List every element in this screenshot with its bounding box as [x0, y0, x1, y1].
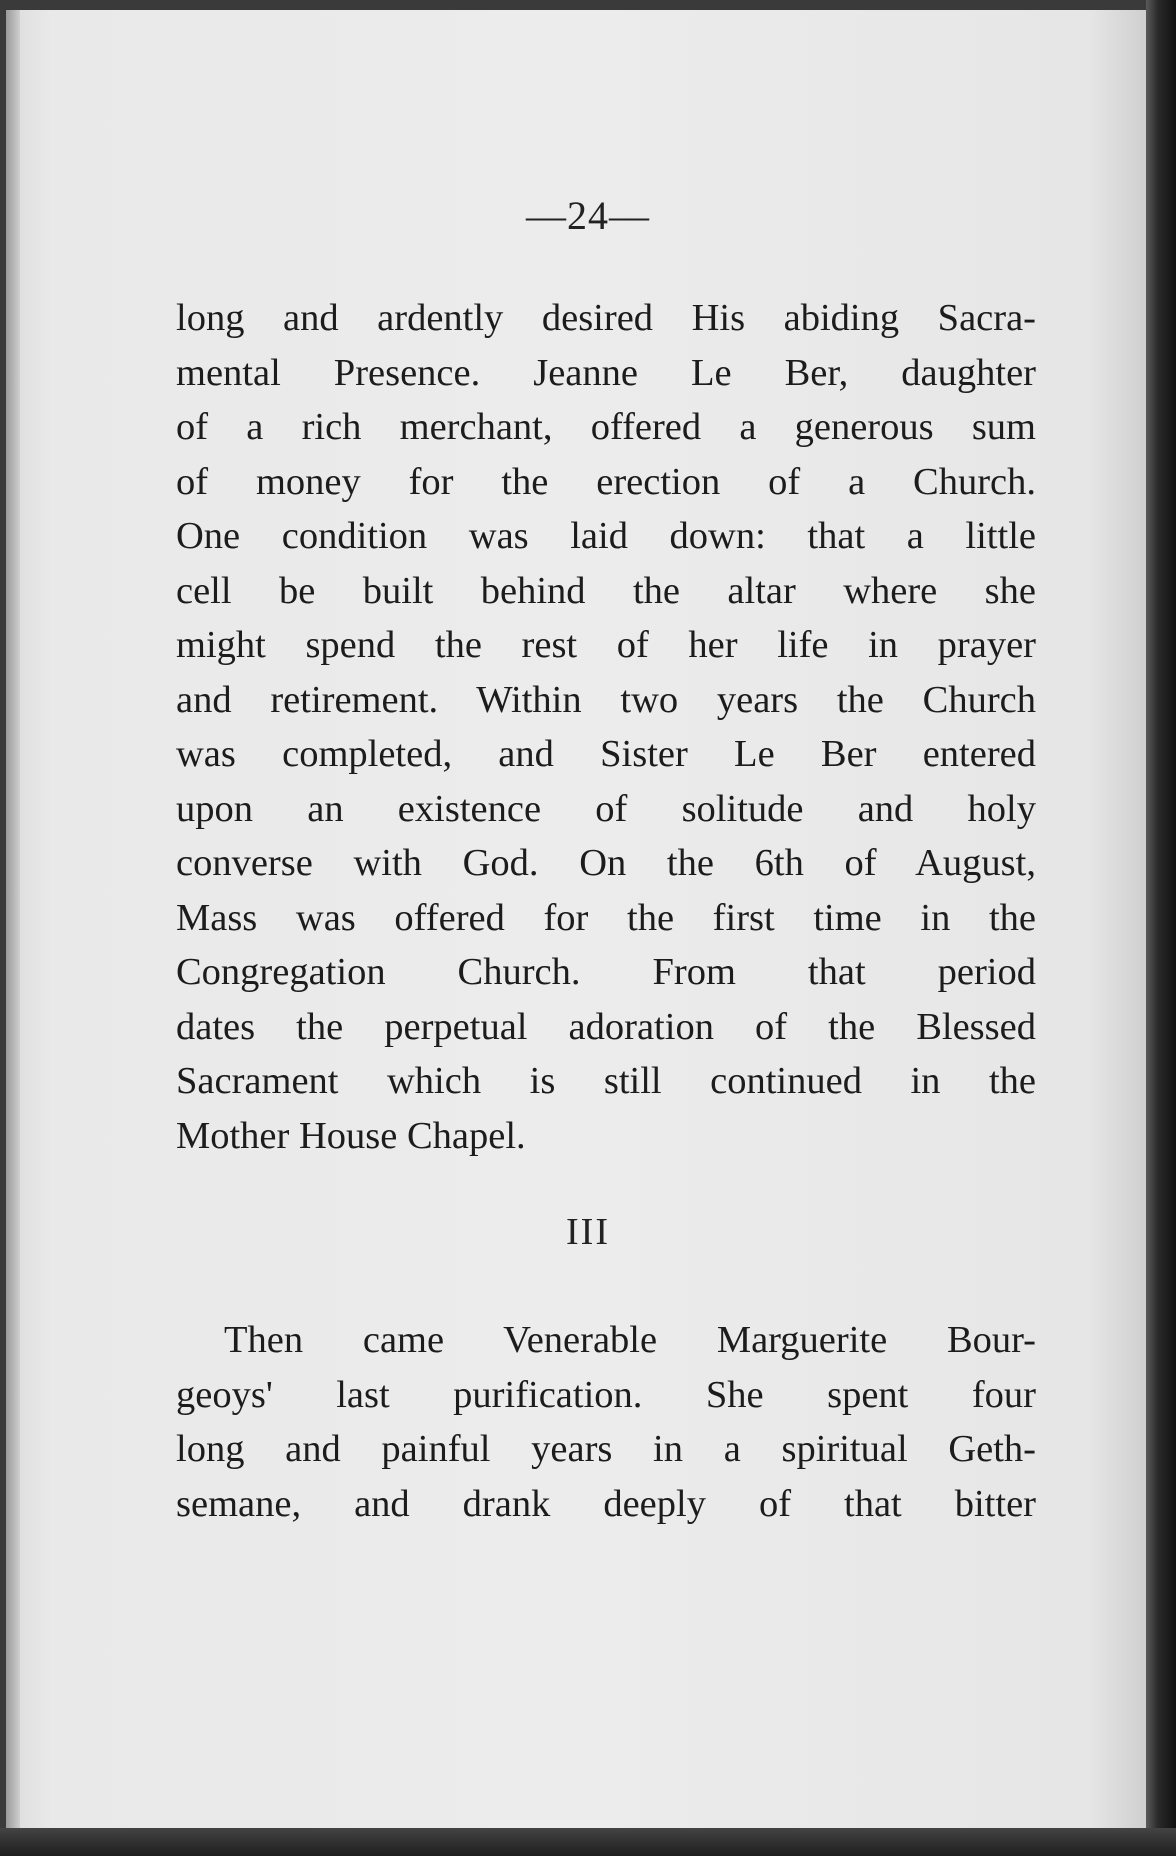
text-line: geoys' last purification. She spent four — [176, 1373, 1036, 1416]
text-line: of money for the erection of a Church. — [176, 460, 1036, 503]
text-line: mental Presence. Jeanne Le Ber, daughter — [176, 351, 1036, 394]
scan-bottom-edge — [0, 1828, 1176, 1856]
page-binding-shadow — [6, 10, 20, 1828]
paragraph-1 — [176, 291, 1036, 1163]
text-line: Sacrament which is still continued in the — [176, 1060, 1036, 1102]
text-line: long and painful years in a spiritual Geth- — [176, 1428, 1036, 1470]
text-line: might spend the rest of her life in prayer — [176, 624, 1036, 666]
text-line: Mother House Chapel. — [176, 1114, 526, 1157]
text-line: semane, and drank deeply of that bitter — [176, 1482, 1036, 1525]
text-line: and retirement. Within two years the Church — [176, 678, 1036, 721]
text-line: Mass was offered for the first time in the — [176, 896, 1036, 939]
paragraph-2 — [176, 1313, 1036, 1531]
text-line: converse with God. On the 6th of August, — [176, 842, 1036, 884]
page-edge-shadow — [1146, 0, 1176, 1856]
text-line: dates the perpetual adoration of the Blessed — [176, 1005, 1036, 1048]
text-line: One condition was laid down: that a little — [176, 515, 1036, 557]
text-line: Congregation Church. From that period — [176, 951, 1036, 993]
text-line: upon an existence of solitude and holy — [176, 787, 1036, 830]
text-line: Then came Venerable Marguerite Bour- — [224, 1319, 1036, 1361]
text-line: cell be built behind the altar where she — [176, 569, 1036, 612]
text-line: of a rich merchant, offered a generous sum — [176, 406, 1036, 448]
page-number: —24— — [526, 193, 650, 238]
section-heading: III — [566, 1211, 610, 1253]
text-line: was completed, and Sister Le Ber entered — [176, 733, 1036, 775]
text-line: long and ardently desired His abiding Sacra- — [176, 297, 1036, 339]
